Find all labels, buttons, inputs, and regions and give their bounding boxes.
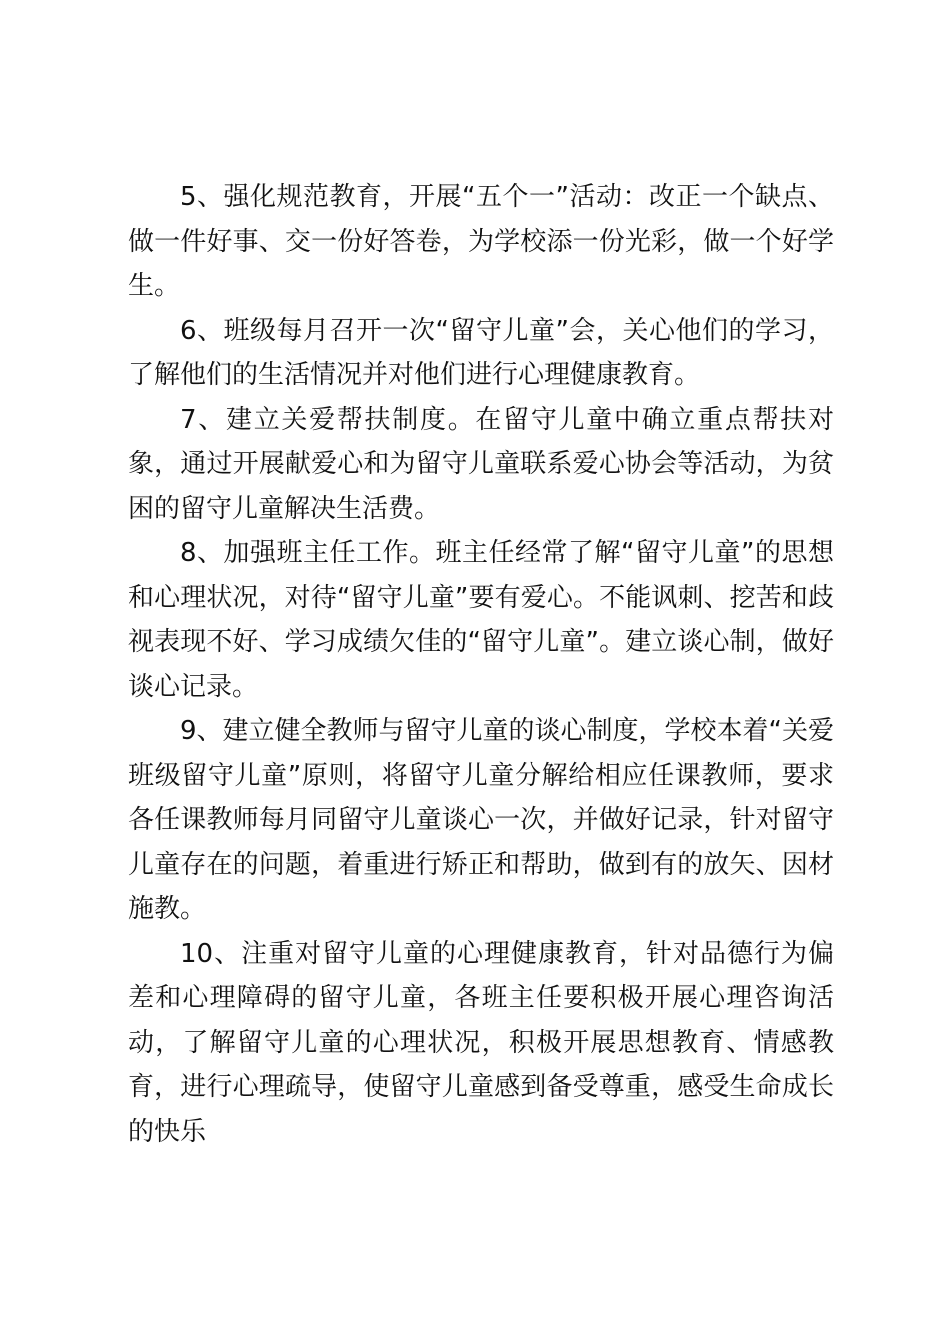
paragraph-7: 7、建立关爱帮扶制度。在留守儿童中确立重点帮扶对象，通过开展献爱心和为留守儿童联系爱心协会等活动，为贫困的留守儿童解决生活费。 — [128, 404, 834, 524]
paragraph-9: 9、建立健全教师与留守儿童的谈心制度，学校本着“关爱班级留守儿童”原则，将留守儿童分解给相应任课教师，要求各任课教师每月同留守儿童谈心一次，并做好记录，针对留守儿童存在的问题，着重进行矫正和帮助，做到有的放矢、因材施教。 — [128, 716, 835, 924]
paragraph-5: 5、强化规范教育，开展“五个一”活动：改正一个缺点、做一件好事、交一份好答卷，为学校添一份光彩，做一个好学生。 — [128, 182, 834, 301]
paragraph-8: 8、加强班主任工作。班主任经常了解“留守儿童”的思想和心理状况，对待“留守儿童”要有爱心。不能讽刺、挖苦和歧视表现不好、学习成绩欠佳的“留守儿童”。建立谈心制，做好谈心记录。 — [128, 538, 834, 702]
document-body — [128, 175, 834, 1154]
paragraph-10: 10、注重对留守儿童的心理健康教育，针对品德行为偏差和心理障碍的留守儿童，各班主任要积极开展心理咨询活动，了解留守儿童的心理状况，积极开展思想教育、情感教育，进行心理疏导，使留守儿童感到备受尊重，感受生命成长的快乐 — [128, 938, 834, 1147]
paragraph-6: 6、班级每月召开一次“留守儿童”会，关心他们的学习，了解他们的生活情况并对他们进行心理健康教育。 — [128, 315, 834, 390]
